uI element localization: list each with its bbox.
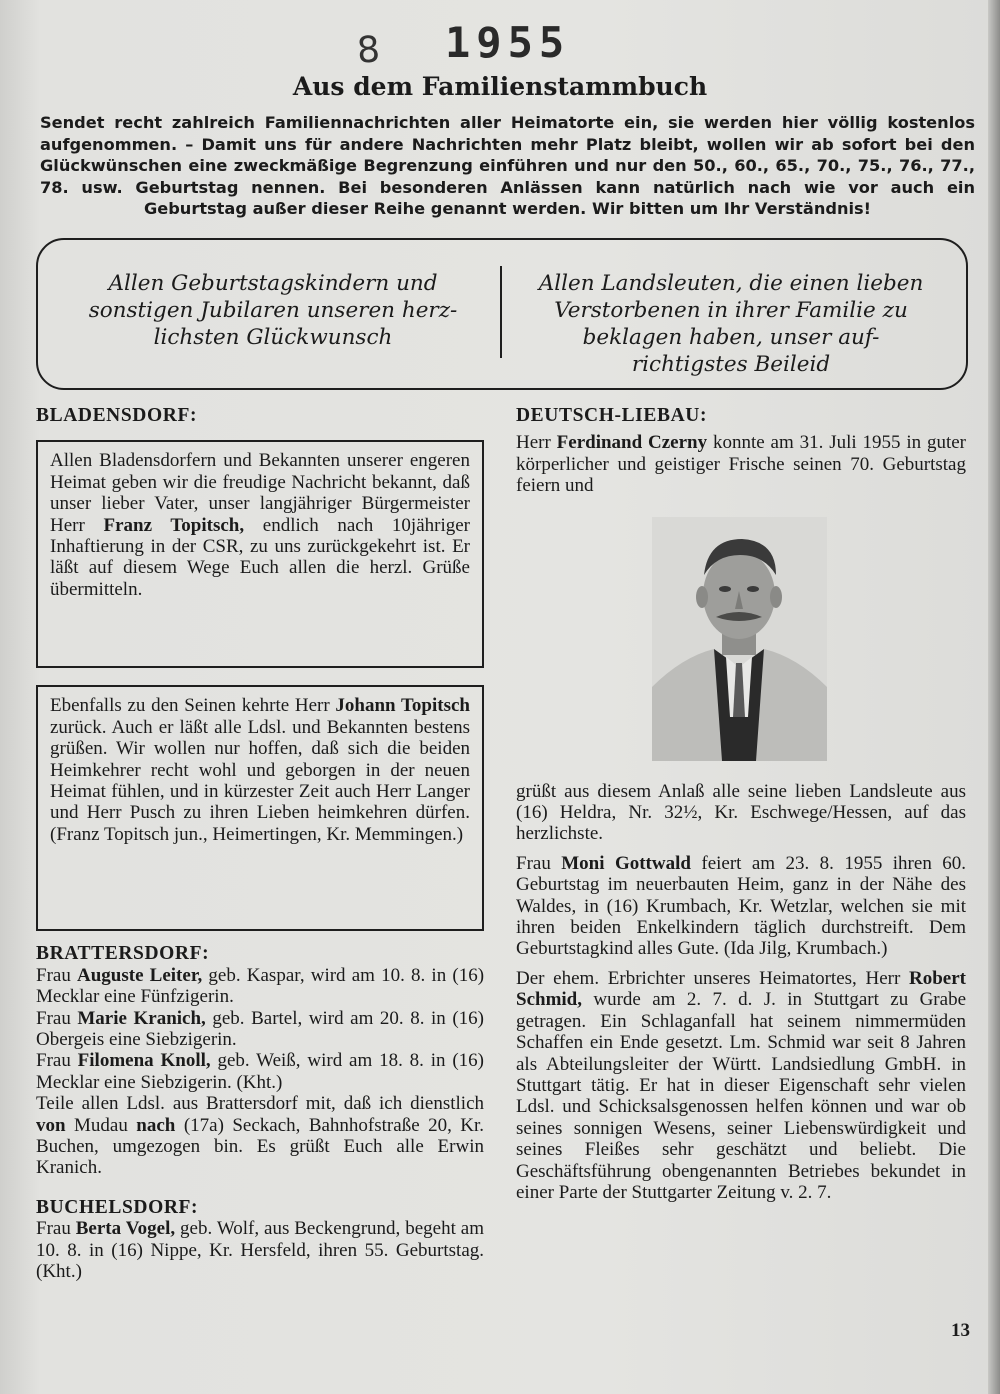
right-column [516,405,966,1203]
heading-buchelsdorf: BUCHELSDORF: [36,1196,199,1218]
czerny-entry-continued: grüßt aus diesem Anlaß alle seine lieben Landsleute aus (16) Heldra, Nr. 32½, Kr. Eschwege/Hessen, auf das herzlichste. [516,780,966,845]
page-title: Aus dem Familienstammbuch [292,72,708,101]
list-item: Frau Berta Vogel, geb. Wolf, aus Beckengrund, begeht am 10. 8. in (16) Nippe, Kr. Hersfeld, ihren 55. Geburtstag. (Kht.) [36,1218,485,1283]
gottwald-entry: Frau Moni Gottwald feiert am 23. 8. 1955 ihren 60. Geburtstag im neuerbauten Heim, ganz in der Nähe des Waldes, in (16) Krumbach, Kr. Wetzlar, welchen sie mit ihren beiden Enkelkindern täglich durchstreift. Dem Geburtstagkind alles Gute. (Ida Jilg, Krumbach.) [516,852,966,960]
heading-deutsch-liebau: DEUTSCH-LIEBAU: [516,405,708,426]
portrait-illustration [652,517,827,761]
moving-notice: Teile allen Ldsl. aus Brattersdorf mit, daß ich dienstlich von Mudau nach (17a) Seckach, Bahnhofstraße 20, Kr. Buchen, umgezogen bin. Es grüßt Euch alle Erwin Kranich. [36,1093,485,1179]
heading-brattersdorf: BRATTERSDORF: [36,943,210,965]
heading-bladensdorf: BLADENSDORF: [36,405,198,426]
condolence-greeting: Allen Landsleuten, die einen lieben Verstorbenen in ihrer Familie zu beklagen haben, unser auf- richtigstes Beileid [538,271,924,377]
person-name: Johann Topitsch [335,695,470,717]
handwritten-number: 8 [355,29,382,72]
schmid-obituary: Der ehem. Erbrichter unseres Heimatortes, Herr Robert Schmid, wurde am 2. 7. d. J. in Stuttgart zu Grabe getragen. Ein Schlaganfall hat seinem nimmermüden Schaffen ein Ende gesetzt. Lm. Schmid war seit 8 Jahren als Abteilungsleiter der Württ. Landsiedlung GmbH. in Stuttgart tätig. Er hat in dieser Eigenschaft sehr vielen Ldsl. und Schicksalsgenossen helfen können und war ob seines sonnigen Wesens, seiner Liebenswürdigkeit und seines Fleißes sehr geschätzt und beliebt. Die Geschäftsführung obengenannten Betriebes bekundet in einer Parte der Stuttgarter Zeitung v. 2. 7. [516,967,966,1203]
greetings-divider [500,266,502,358]
page-number: 13 [951,1320,970,1341]
announcement-text: Allen Bladensdorfern und Bekannten unserer engeren Heimat geben wir die freudige Nachricht bekannt, daß unser lieber Vater, unser langjähriger Bürgermeister Herr Franz Topitsch, endlich nach 10jähriger Inhaftierung in der CSR, zu uns zurückgekehrt ist. Er läßt auf diesem Wege Euch allen die herzl. Grüße übermitteln. [50,450,470,600]
czerny-entry: Herr Ferdinand Czerny konnte am 31. Juli 1955 in guter körperlicher und geistiger Frische seinen 70. Geburtstag feiern und [516,432,966,497]
list-item: Frau Marie Kranich, geb. Bartel, wird am 20. 8. in (16) Obergeis eine Siebzigerin. [36,1007,484,1051]
portrait-photo [652,517,827,761]
announcement-box-johann-topitsch [36,685,484,931]
person-name: Franz Topitsch, [103,514,245,536]
birthday-greeting: Allen Geburtstagskindern und sonstigen Jubilaren unseren herz- lichsten Glückwunsch [88,271,458,350]
intro-notice: Sendet recht zahlreich Familiennachrichten aller Heimatorte ein, sie werden hier völlig kostenlos aufgenommen. – Damit uns für andere Nachrichten mehr Platz bleibt, wollen wir ab sofort bei den Glückwünschen eine zweckmäßige Begrenzung einführen und nur den 50., 60., 65., 70., 75., 76., 77., 78. usw. Geburtstag nennen. Bei besonderen Anlässen kann natürlich nach wie vor auch ein Geburtstag außer dieser Reihe genannt werden. Wir bitten um Ihr Verständnis! [40,113,975,218]
announcement-box-franz-topitsch [36,440,484,668]
year-stamp: 1955 [445,18,571,67]
list-item: Frau Auguste Leiter, geb. Kaspar, wird am 10. 8. in (16) Mecklar eine Fünfzigerin. [36,964,485,1008]
book-spine-shadow [988,0,1000,1394]
announcement-text: Ebenfalls zu den Seinen kehrte Herr Johann Topitsch zurück. Auch er läßt alle Ldsl. und Bekannten bestens grüßen. Wir wollen nur hoffen, daß sich die beiden Heimkehrer recht wohl und geborgen in der neuen Heimat fühlen, und in kürzester Zeit auch Herr Langer und Herr Pusch zu ihren Lieben heimkehren dürfen. (Franz Topitsch jun., Heimertingen, Kr. Memmingen.) [50,695,470,845]
list-item: Frau Filomena Knoll, geb. Weiß, wird am 18. 8. in (16) Mecklar eine Siebzigerin. (Kht.) [36,1050,485,1093]
greetings-frame [36,238,968,390]
left-column [36,405,484,1283]
